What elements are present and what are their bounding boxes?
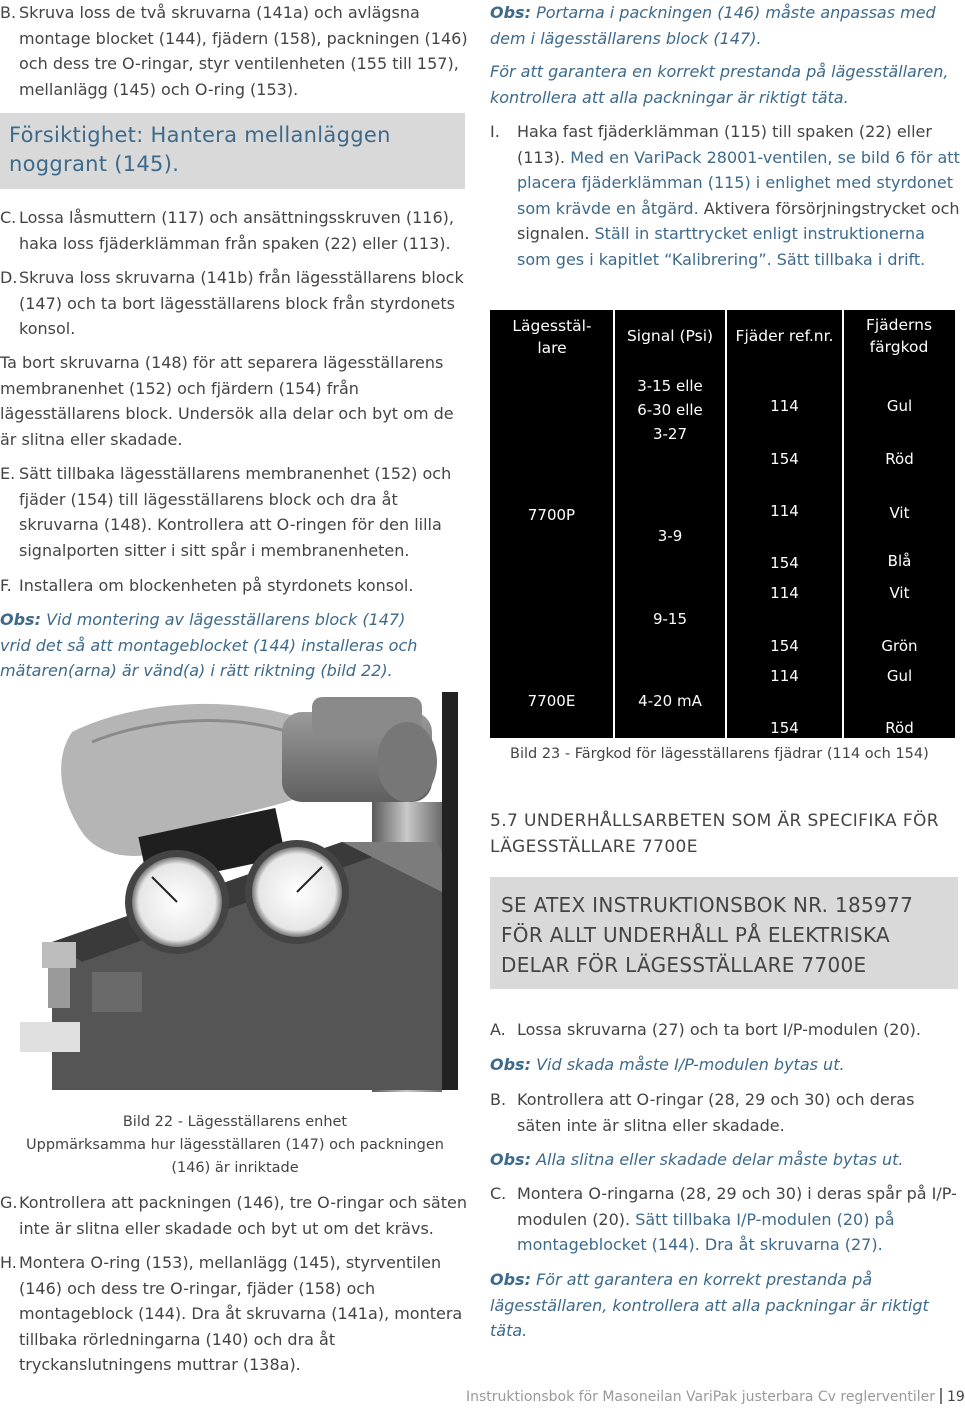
step-text: Lossa skruvarna (27) och ta bort I/P-modulen (20). — [517, 1020, 921, 1039]
table-cell: 114 — [770, 584, 799, 602]
step-label: B. — [490, 1090, 507, 1109]
figure-23-caption: Bild 23 - Färgkod för lägesställarens fjädrar (114 och 154) — [510, 746, 929, 762]
section-title: 5.7 UNDERHÅLLSARBETEN SOM ÄR SPECIFIKA FÖR LÄGESSTÄLLARE 7700E — [490, 811, 939, 857]
step-text-part: Med en VariPack 28001-ventilen, se bild 6 för att placera fjäderklämman (115) i enlighet med styrdonet som krävde en åtgärd. — [517, 147, 960, 218]
step-f — [0, 573, 468, 599]
note-obs-ports — [490, 0, 960, 51]
note-label: Obs: — [490, 3, 531, 22]
step-text-part: Haka fast fjäderklämman (115) till spaken (22) eller (113). — [517, 122, 932, 167]
step-text: Skruva loss de två skruvarna (141a) och avlägsna montage blocket (144), fjädern (158), packningen (146) och dess tre O-ringar, styr ventilenheten (155 till 157), mellanlägg (145) och O-ring (153). — [19, 3, 468, 99]
step-i — [490, 119, 960, 272]
figure-22-caption — [0, 1111, 470, 1180]
step-label: C. — [490, 1184, 507, 1203]
step-text-part: Montera O-ringarna (28, 29 och 30) i deras spår på I/P-modulen (20). — [517, 1184, 957, 1229]
paragraph-remove-screws: Ta bort skruvarna (148) för att separera lägesställarens membranenhet (152) och fjärdern (154) från lägesställarens block. Undersök alla delar och byt om de är slitna eller skadade. — [0, 353, 454, 449]
table-cell: 154 — [770, 637, 799, 655]
step-label: I. — [490, 122, 500, 141]
table-header-spring-ref — [727, 310, 842, 362]
table-cell: 154 — [770, 554, 799, 572]
table-cell: 4-20 mA — [638, 692, 702, 710]
table-cell: 3-15 elle 6-30 elle 3-27 — [637, 377, 703, 443]
table-column-signal — [615, 362, 725, 738]
step-text: Kontrollera att packningen (146), tre O-ringar och säten inte är slitna eller skadade och byt ut om det krävs. — [19, 1193, 467, 1238]
table-cell: Vit — [889, 584, 910, 602]
header-text: Lägesstäl-lare — [512, 317, 592, 357]
note-text: För att garantera en korrekt prestanda på lägesställaren, kontrollera att alla packningar är riktigt täta. — [490, 1270, 929, 1340]
table-cell: Vit — [889, 504, 910, 522]
step-text-part: Ställ in starttrycket enligt instruktionerna som ges i kapitlet “Kalibrering”. Sätt tillbaka i drift. — [517, 224, 926, 269]
table-header-color-code — [844, 310, 955, 362]
table-header-positioner — [490, 310, 613, 362]
step-c-mount — [490, 1181, 960, 1258]
table-cell: 114 — [770, 397, 799, 415]
header-text: Fjäderns färgkod — [865, 316, 933, 356]
caution-text: Försiktighet: Hantera mellanläggen noggrant (145). — [9, 123, 391, 176]
spring-color-table — [490, 310, 955, 738]
atex-box — [490, 877, 958, 989]
step-label: G. — [0, 1193, 18, 1212]
table-cell: 154 — [770, 450, 799, 468]
table-header-signal — [615, 310, 725, 362]
step-text: Sätt tillbaka lägesställarens membranenhet (152) och fjäder (154) till lägesställarens block och dra åt skruvarna (148). Kontrollera att O-ringen för den lilla signalporten sitter i sitt spår i membranenheten. — [19, 464, 452, 560]
caution-box — [0, 113, 465, 189]
positioner-assembly-photo — [12, 692, 458, 1090]
note-text: Vid skada måste I/P-modulen bytas ut. — [530, 1055, 845, 1074]
page-footer — [466, 1388, 965, 1405]
footer-title: Instruktionsbok för Masoneilan VariPak justerbara Cv reglerventiler — [466, 1389, 935, 1405]
step-d — [0, 265, 468, 342]
step-label: H. — [0, 1253, 17, 1272]
step-text: Installera om blockenheten på styrdonets konsol. — [19, 576, 414, 595]
table-cell: 3-9 — [657, 527, 683, 545]
step-label: A. — [490, 1020, 506, 1039]
table-cell: 7700P — [527, 506, 576, 524]
table-column-positioner — [490, 362, 613, 738]
note-text: Vid montering av lägesställarens block (147) vrid det så att montageblocket (144) installeras och mätaren(arna) är vänd(a) i rätt riktning (bild 22). — [0, 610, 418, 680]
table-cell: Blå — [887, 552, 912, 570]
step-text — [517, 1181, 960, 1258]
step-label: E. — [0, 464, 16, 483]
table-cell: Röd — [885, 450, 914, 468]
table-cell: 114 — [770, 502, 799, 520]
step-text-part: Aktivera försörjningstrycket och signalen. — [517, 198, 960, 243]
step-text — [517, 119, 960, 272]
table-cell: 7700E — [527, 692, 576, 710]
table-cell: 154 — [770, 719, 799, 737]
step-h — [0, 1250, 468, 1378]
note-label: Obs: — [490, 1150, 531, 1169]
note-label: Obs: — [490, 1270, 531, 1289]
note-label: Obs: — [490, 1055, 531, 1074]
step-b — [0, 0, 468, 102]
note-obs-performance — [490, 1267, 945, 1344]
header-text: Signal (Psi) — [626, 327, 714, 345]
table-cell: Gul — [886, 397, 913, 415]
step-text-part: Sätt tillbaka I/P-modulen (20) på montageblocket (144). Dra åt skruvarna (27). — [517, 1209, 895, 1254]
figure-22-title: Bild 22 - Lägesställarens enhet — [122, 1114, 348, 1130]
step-text: Skruva loss skruvarna (141b) från lägesställarens block (147) och ta bort lägesställarens block från styrdonets konsol. — [19, 268, 464, 338]
table-column-spring-ref — [727, 362, 842, 738]
atex-text: SE ATEX INSTRUKTIONSBOK NR. 185977 FÖR ALLT UNDERHÅLL PÅ ELEKTRISKA DELAR FÖR LÄGESSTÄLLARE 7700E — [501, 893, 914, 977]
step-a — [490, 1017, 960, 1043]
note-text: Alla slitna eller skadade delar måste bytas ut. — [530, 1150, 904, 1169]
step-text: Kontrollera att O-ringar (28, 29 och 30) och deras säten inte är slitna eller skadade. — [517, 1090, 915, 1135]
note-obs-worn-parts — [490, 1147, 960, 1173]
table-cell: Grön — [881, 637, 918, 655]
note-obs-mounting — [0, 607, 440, 684]
step-c — [0, 205, 468, 256]
note-obs-ip-module — [490, 1052, 960, 1078]
step-label: C. — [0, 208, 17, 227]
table-cell: 9-15 — [652, 610, 688, 628]
footer-divider — [940, 1388, 942, 1404]
page-number: 19 — [947, 1389, 965, 1405]
table-cell: 114 — [770, 667, 799, 685]
table-column-color-code — [844, 362, 955, 738]
note-tightness: För att garantera en korrekt prestanda på lägesställaren, kontrollera att alla packningar är riktigt täta. — [490, 62, 949, 107]
table-cell: Gul — [886, 667, 913, 685]
step-text: Lossa låsmuttern (117) och ansättningsskruven (116), haka loss fjäderklämman från spaken (22) eller (113). — [19, 208, 454, 253]
step-label: F. — [0, 576, 12, 595]
step-g — [0, 1190, 468, 1241]
step-label: B. — [0, 3, 17, 22]
step-text: Montera O-ring (153), mellanlägg (145), styrventilen (146) och dess tre O-ringar, fjäder (158) och montageblock (144). Dra åt skruvarna (141a), montera tillbaka rörledningarna (140) och dra åt tryckanslutningens muttrar (138a). — [19, 1253, 463, 1374]
header-text: Fjäder ref.nr. — [735, 327, 834, 345]
step-b-oring — [490, 1087, 960, 1138]
step-label: D. — [0, 268, 18, 287]
figure-22-description: Uppmärksamma hur lägesställaren (147) och packningen (146) är inriktade — [26, 1137, 444, 1176]
table-cell: Röd — [885, 719, 914, 737]
note-label: Obs: — [0, 610, 41, 629]
note-text: Portarna i packningen (146) måste anpassas med dem i lägesställarens block (147). — [490, 3, 936, 48]
step-e — [0, 461, 468, 563]
